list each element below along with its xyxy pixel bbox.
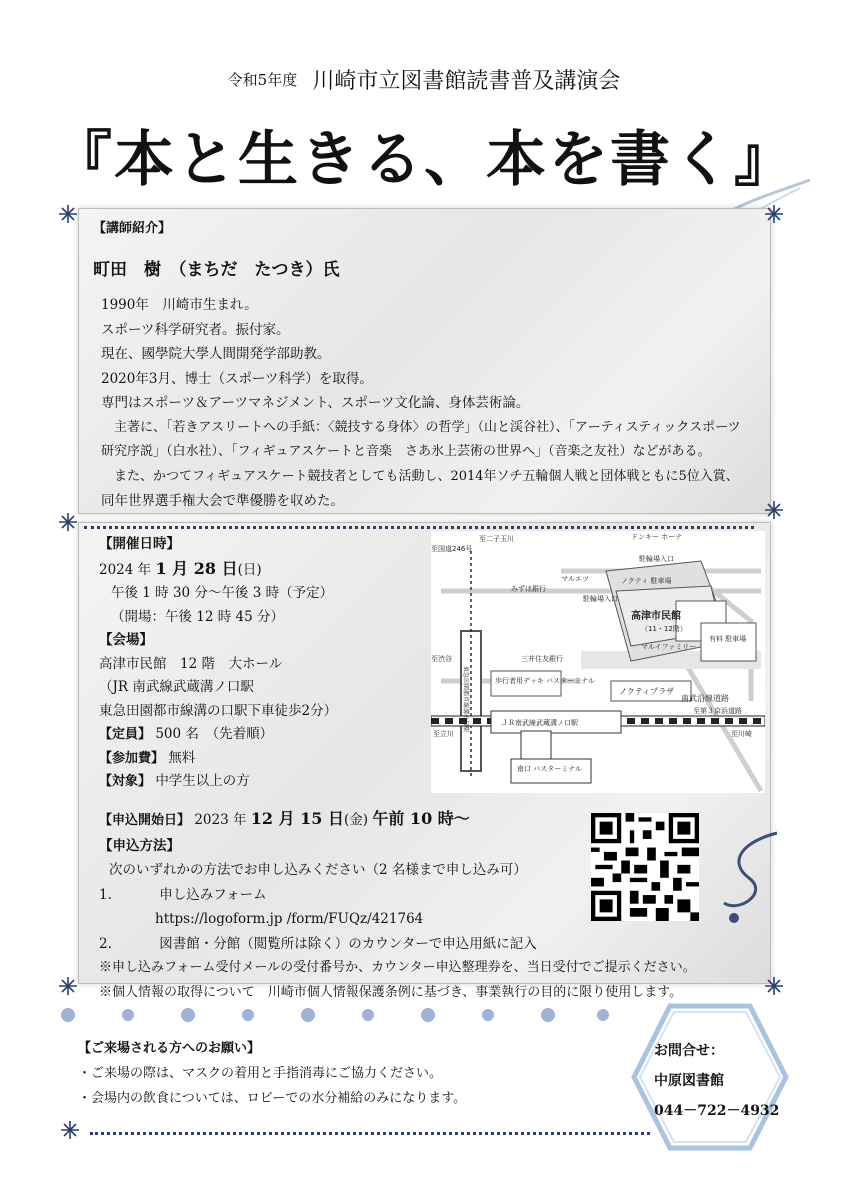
target: 【対象】 中学生以上の方 bbox=[99, 773, 250, 789]
lecturer-panel bbox=[78, 208, 771, 514]
date-tag: 【開催日時】 bbox=[99, 536, 180, 552]
map-label: 三井住友銀行 bbox=[521, 655, 563, 663]
apply-start: 【申込開始日】 2023 年 12 月 15 日(金) 午前 10 時～ bbox=[99, 809, 470, 828]
bio-line: 現在、國學院大學人間開発学部助教。 bbox=[101, 346, 331, 362]
bio-line: また、かつてフィギュアスケート競技者としても活動し、2014年ソチ五輪個人戦と団体戦ともに5位入賞、 bbox=[101, 468, 739, 484]
contact-org: 中原図書館 bbox=[654, 1073, 724, 1089]
dotted-divider bbox=[90, 1132, 650, 1136]
method-tag: 【申込方法】 bbox=[99, 837, 180, 854]
dotted-divider bbox=[84, 526, 754, 530]
map-label: 至二子玉川 bbox=[479, 535, 514, 543]
map-label: 至国道246号 bbox=[431, 545, 473, 553]
map-label: ドンキー ホーテ bbox=[631, 533, 683, 541]
snowflake-icon bbox=[764, 976, 784, 996]
map-label: マルイファミリー bbox=[641, 643, 697, 651]
fiscal-year: 令和5年度 bbox=[227, 71, 298, 89]
main-title: 『本と生きる、本を書く』 bbox=[52, 125, 796, 195]
map-label: 南口 バスターミナル bbox=[517, 765, 582, 773]
method-intro: 次のいずれかの方法でお申し込みください（2 名様まで申し込み可） bbox=[109, 862, 527, 878]
map-label: みずほ銀行 bbox=[511, 585, 546, 593]
bio-line: 研究序説」（白水社）、「フィギュアスケートと音楽 さあ氷上芸術の世界へ」（音楽之友社）などがある。 bbox=[101, 444, 711, 459]
event-time: 午後 1 時 30 分～午後 3 時（予定） bbox=[111, 585, 334, 601]
map-label: 至渋谷 bbox=[431, 655, 452, 663]
snowflake-icon bbox=[764, 204, 784, 224]
event-panel bbox=[78, 522, 771, 1000]
lecturer-name: 町田 樹 （まちだ たつき）氏 bbox=[93, 260, 340, 280]
bio-line: 専門はスポーツ＆アーツマネジメント、スポーツ文化論、身体芸術論。 bbox=[101, 395, 530, 411]
snowflake-icon bbox=[764, 500, 784, 520]
map-label: ＪＲ南武線武蔵溝ノ口駅 bbox=[501, 719, 578, 727]
snowflake-icon bbox=[58, 512, 78, 532]
map-label: 至第３京浜道路 bbox=[693, 707, 742, 715]
access-2: 東急田園都市線溝の口駅下車徒歩2分） bbox=[99, 702, 338, 719]
venue: 高津市民館 12 階 大ホール bbox=[99, 655, 283, 672]
event-open: （開場：午後 12 時 45 分） bbox=[111, 608, 285, 625]
capacity: 【定員】 500 名 （先着順） bbox=[99, 726, 274, 742]
bio-line: 同年世界選手権大会で準優勝を収めた。 bbox=[101, 493, 344, 509]
header-subtitle bbox=[0, 64, 848, 95]
note-1: ※申し込みフォーム受付メールの受付番号か、カウンター申込整理券を、当日受付でご提示ください。 bbox=[99, 960, 696, 975]
lecturer-bio bbox=[101, 293, 761, 514]
map-label: 歩行者用デッキ バスターミナル bbox=[495, 677, 595, 685]
note-2: ※個人情報の取得について 川崎市個人情報保護条例に基づき、事業執行の目的に限り使用します。 bbox=[99, 984, 683, 1000]
map-label: 至川崎 bbox=[731, 730, 752, 738]
notice-item: ・会場内の飲食については、ロビーでの水分補給のみになります。 bbox=[78, 1091, 467, 1106]
contact-phone[interactable]: 044－722－4932 bbox=[654, 1103, 780, 1119]
snowflake-icon bbox=[58, 1003, 618, 1027]
fee: 【参加費】 無料 bbox=[99, 749, 196, 766]
venue-tag: 【会場】 bbox=[99, 632, 153, 648]
bio-line: 2020年3月、博士（スポーツ科学）を取得。 bbox=[101, 370, 373, 387]
bio-line: 1990年 川崎市生まれ。 bbox=[101, 297, 258, 313]
notice-section bbox=[78, 1036, 598, 1111]
map-label: 駐輪場入口 bbox=[639, 555, 674, 563]
series-title: 川崎市立図書館読書普及講演会 bbox=[312, 69, 621, 94]
bio-line: スポーツ科学研究者。振付家。 bbox=[101, 321, 290, 338]
access-map bbox=[431, 531, 765, 793]
bio-line: 主著に、「若きアスリートへの手紙：〈競技する身体〉の哲学」（山と渓谷社）、「アーティスティックスポーツ bbox=[101, 419, 741, 435]
notice-item: ・ご来場の際は、マスクの着用と手指消毒にご協力ください。 bbox=[78, 1066, 443, 1081]
map-label: ノクティプラザ bbox=[619, 687, 675, 696]
contact-label: お問合せ： bbox=[654, 1043, 724, 1059]
event-date: 2024 年 1 月 28 日(日) bbox=[99, 558, 262, 578]
application-section bbox=[99, 807, 759, 1005]
map-label: マルエツ bbox=[561, 575, 589, 583]
method-2: 2. 図書館・分館（閲覧所は除く）のカウンターで申込用紙に記入 bbox=[99, 935, 537, 952]
lecturer-tag: 【講師紹介】 bbox=[93, 221, 172, 236]
map-label: 南武沿線道路 bbox=[681, 694, 729, 703]
map-label: 東急田園都市線溝の口駅 bbox=[462, 666, 469, 733]
snowflake-row bbox=[58, 1003, 618, 1027]
map-label: ノクティ 駐車場 bbox=[621, 577, 672, 585]
snowflake-icon bbox=[58, 204, 78, 224]
method-1: 1. 申し込みフォーム bbox=[99, 886, 267, 903]
map-label: 高津市民館 bbox=[631, 611, 681, 622]
contact-info bbox=[654, 1036, 794, 1126]
form-url-link[interactable]: https://logoform.jp /form/FUQz/421764 bbox=[155, 911, 424, 927]
map-label: （11・12階） bbox=[641, 625, 687, 633]
map-label: 至立川 bbox=[433, 730, 454, 738]
notice-tag: 【ご来場される方へのお願い】 bbox=[78, 1041, 261, 1056]
map-label: 駐輪場入口 bbox=[583, 595, 618, 603]
access-1: （JR 南武線武蔵溝ノ口駅 bbox=[99, 679, 254, 695]
snowflake-icon bbox=[58, 976, 78, 996]
snowflake-icon bbox=[60, 1120, 80, 1140]
map-label: 有料 駐車場 bbox=[709, 635, 747, 643]
event-info bbox=[99, 533, 429, 794]
